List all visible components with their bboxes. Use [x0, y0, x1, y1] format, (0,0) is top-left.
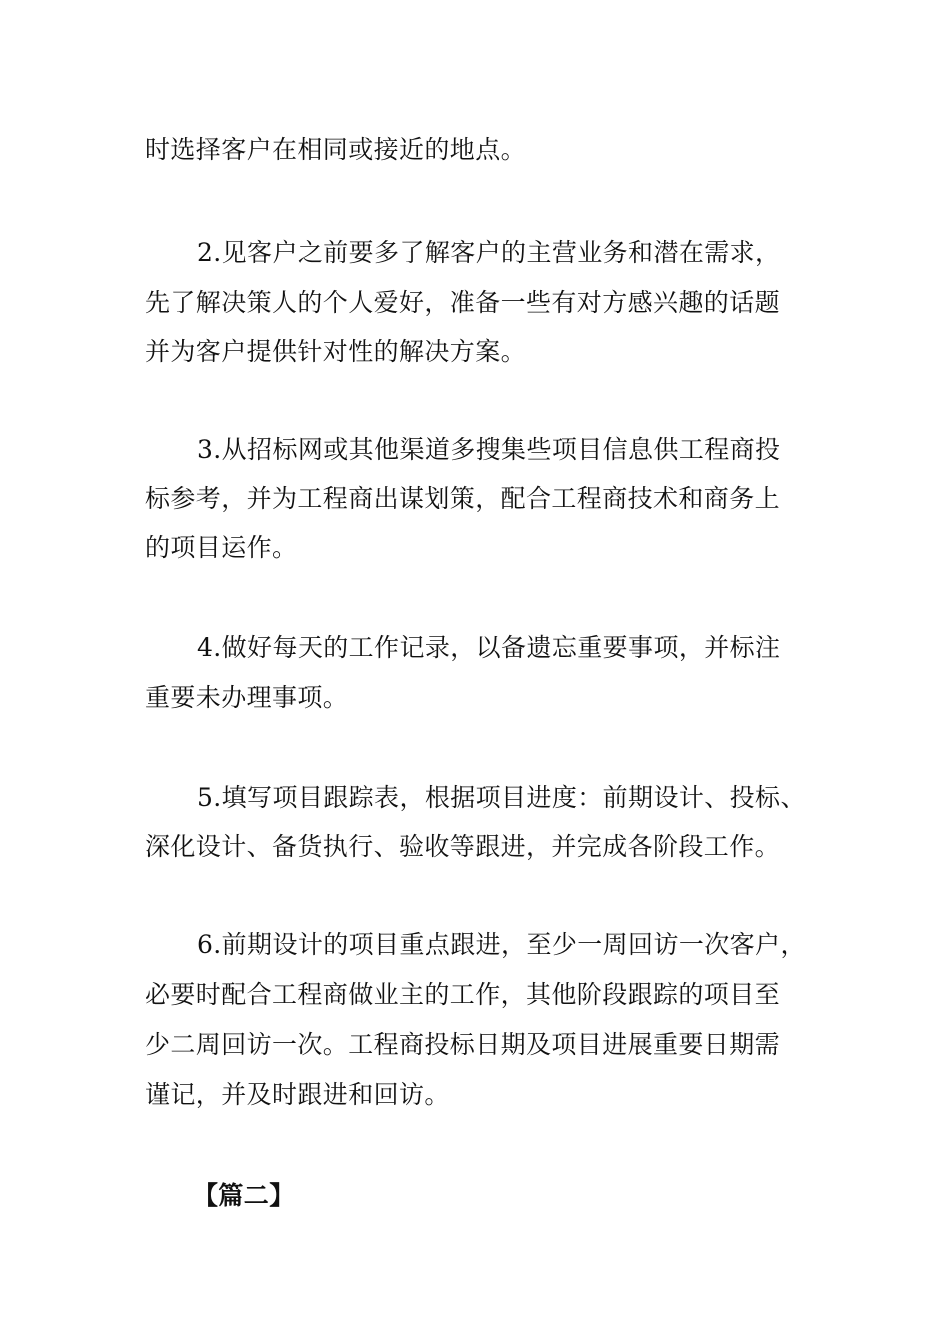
paragraph-line: 重要未办理事项。: [145, 683, 349, 712]
paragraph-line: 4.做好每天的工作记录，以备遗忘重要事项，并标注: [197, 633, 781, 662]
paragraph-line: 标参考，并为工程商出谋划策，配合工程商技术和商务上: [145, 484, 781, 513]
paragraph-line: 时选择客户在相同或接近的地点。: [145, 135, 527, 164]
paragraph-line: 3.从招标网或其他渠道多搜集些项目信息供工程商投: [197, 435, 781, 464]
paragraph-line: 谨记，并及时跟进和回访。: [145, 1080, 450, 1109]
section-heading: 【篇二】: [193, 1181, 295, 1210]
paragraph-line: 深化设计、备货执行、验收等跟进，并完成各阶段工作。: [145, 832, 781, 861]
paragraph-line: 5.填写项目跟踪表，根据项目进度：前期设计、投标、: [197, 783, 806, 812]
paragraph-line: 必要时配合工程商做业主的工作，其他阶段跟踪的项目至: [145, 980, 781, 1009]
paragraph-line: 并为客户提供针对性的解决方案。: [145, 337, 527, 366]
paragraph-line: 先了解决策人的个人爱好，准备一些有对方感兴趣的话题: [145, 288, 781, 317]
paragraph-line: 少二周回访一次。工程商投标日期及项目进展重要日期需: [145, 1030, 781, 1059]
paragraph-line: 2.见客户之前要多了解客户的主营业务和潜在需求，: [197, 238, 781, 267]
paragraph-line: 的项目运作。: [145, 533, 298, 562]
paragraph-line: 6.前期设计的项目重点跟进，至少一周回访一次客户，: [197, 930, 806, 959]
